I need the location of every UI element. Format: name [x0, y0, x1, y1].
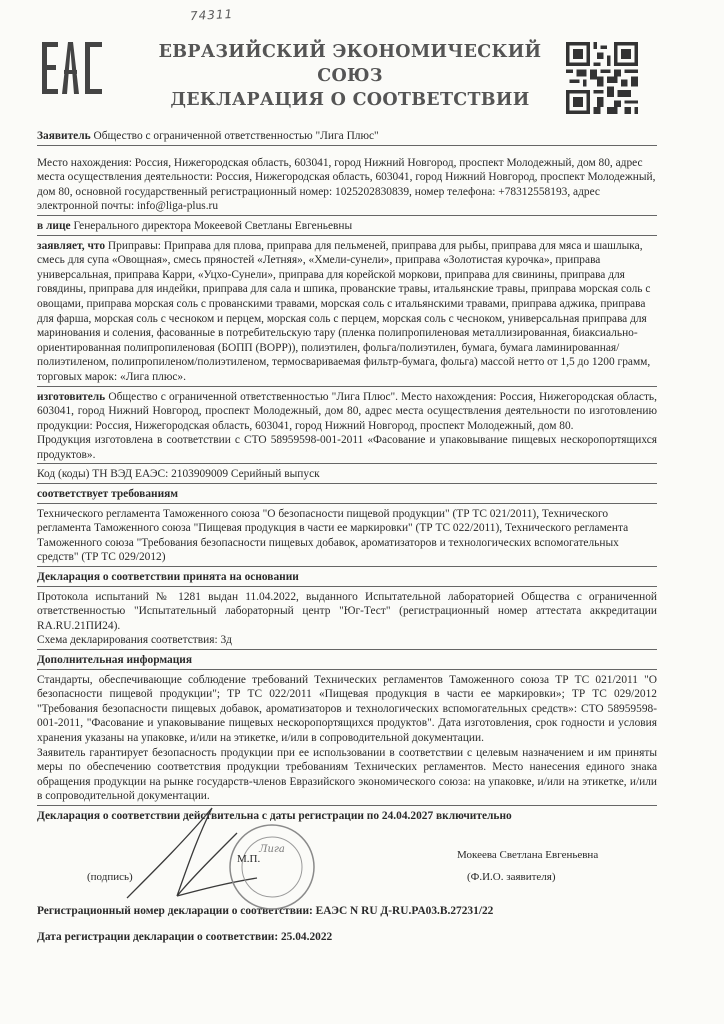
- basis-label-section: [37, 570, 657, 587]
- header-declaration-title: ДЕКЛАРАЦИЯ О СООТВЕТСТВИИ: [170, 90, 530, 110]
- signatory-name: Мокеева Светлана Евгеньевна: [457, 848, 599, 861]
- validity-text: Декларация о соответствии действительна с даты регистрации по 24.04.2027 включительно: [37, 809, 512, 822]
- document-header: [140, 40, 560, 112]
- signatory-caption: (Ф.И.О. заявителя): [467, 870, 556, 883]
- applicant-name: Общество с ограниченной ответственностью "Лига Плюс": [93, 130, 379, 142]
- basis-section: [37, 590, 657, 650]
- svg-text:Лига: Лига: [259, 843, 285, 855]
- standards-text: Стандарты, обеспечивающие соблюдение требований Технических регламентов Таможенного союза ТР ТС 021/2011 "О безопасности пищевой продукции"; ТР ТС 022/2011 «Пищевая продукция в части ее маркировки»; ТР ТС 029/2012 "Требования безопасности пищевых добавок, ароматизаторов и технологических вспомогательных средств»: СТО 58959598-001-2011, "Фасование и упаковывание пищевых нескоропортящихся продуктов". Дата изготовления, срок годности и условия хранения указаны на упаковке, и/или на этикетке, и/или в сопроводительной документации.: [37, 673, 657, 744]
- qr-code: [566, 42, 638, 114]
- regulations-text: Технического регламента Таможенного союза "О безопасности пищевой продукции" (ТР ТС 021/2011), Технического регламента Таможенного союза "Пищевая продукция в части ее маркировки" (ТР ТС 022/2011), Технического регламента Таможенного союза "Требования безопасности пищевых добавок, ароматизаторов и технологических вспомогательных средств" (ТР ТС 029/2012): [37, 507, 629, 564]
- additional-label-section: [37, 653, 657, 670]
- handwritten-number: 74311: [189, 6, 234, 24]
- eac-logo: [40, 38, 104, 98]
- manufacturer-label: изготовитель: [37, 390, 106, 403]
- header-union-title: ЕВРАЗИЙСКИЙ ЭКОНОМИЧЕСКИЙ СОЮЗ: [158, 42, 542, 86]
- representative-section: [37, 219, 657, 236]
- production-standard: Продукция изготовлена в соответствии с СТО 58959598-001-2011 «Фасование и упаковывание пищевых нескоропортящихся продуктов».: [37, 434, 657, 461]
- signature-caption: (подпись): [87, 870, 133, 883]
- registration-number: Регистрационный номер декларации о соответствии: ЕАЭС N RU Д-RU.PA03.B.27231/22: [37, 904, 494, 917]
- basis-label: Декларация о соответствии принята на основании: [37, 571, 299, 584]
- declares-label: заявляет, что: [37, 239, 106, 252]
- additional-section: [37, 673, 657, 806]
- signature-row: [37, 828, 657, 886]
- declares-section: [37, 239, 657, 387]
- applicant-address: Место нахождения: Россия, Нижегородская область, 603041, город Нижний Новгород, проспект Молодежный, дом 80, адрес места осуществления деятельности: Россия, Нижегородская область, 603041, город Нижний Новгород, проспект Молодежный, дом 80, основной государственный регистрационный номер: 1025202830839, номер телефона: +78312558193, адрес электронной почты: info@liga-plus.ru: [37, 156, 656, 213]
- declaration-body: [37, 129, 657, 945]
- registration-date: Дата регистрации декларации о соответствии: 25.04.2022: [37, 931, 333, 944]
- stamp-place-label: М.П.: [237, 852, 261, 865]
- declaration-scheme: Схема декларирования соответствия: 3д: [37, 634, 232, 647]
- test-protocol: Протокола испытаний № 1281 выдан 11.04.2022, выданного Испытательной лабораторией Общества с ограниченной ответственностью "Испытательный лабораторный центр "Юг-Тест" (регистрационный номер аттестата аккредитации RA.RU.21ПИ24).: [37, 590, 657, 632]
- complies-label-section: [37, 487, 657, 504]
- company-stamp: [227, 822, 317, 912]
- manufacturer-section: [37, 390, 657, 465]
- regulations-section: [37, 507, 657, 567]
- complies-label: соответствует требованиям: [37, 488, 179, 501]
- customs-code-section: [37, 467, 657, 484]
- additional-label: Дополнительная информация: [37, 654, 193, 666]
- customs-code: Код (коды) ТН ВЭД ЕАЭС: 2103909009 Серийный выпуск: [37, 468, 320, 481]
- applicant-details: [37, 156, 657, 216]
- manufacturer-text: Общество с ограниченной ответственностью "Лига Плюс". Место нахождения: Россия, Нижегородская область, 603041, город Нижний Новгород, проспект Молодежный, дом 80, адрес места осуществления деятельности по изготовлению продукции: Россия, Нижегородская область, 603041, город Нижний Новгород, проспект Молодежный, дом 80.: [37, 390, 657, 432]
- guarantee-text: Заявитель гарантирует безопасность продукции при ее использовании в соответствии с целевым назначением и им приняты меры по обеспечению соответствия продукции требованиям Технических регламентов. Место нанесения единого знака обращения продукции на рынке государств-членов Евразийского экономического союза: на упаковке, и/или на этикетке, и/или в сопроводительной документации.: [37, 746, 657, 803]
- representative-name: Генерального директора Мокеевой Светланы Евгеньевны: [73, 219, 353, 232]
- applicant-section: [37, 129, 657, 146]
- product-description: Приправы: Приправа для плова, приправа для пельменей, приправа для рыбы, приправа для мяса и шашлыка, смесь для супа «Овощная», смесь пряностей «Летняя», «Хмели-сунели», приправа «Золотистая курочка», приправа универсальная, приправа Карри, «Уцхо-Сунели», приправа для корейской моркови, приправа для свинины, приправа для говядины, приправа для индейки, приправа для сала и шпика, прованские травы, итальянские травы, приправа морская соль с овощами, приправа морская соль с прованскими травами, морская соль с итальянскими травами, приправа аджика, приправа для фарша, морская соль с чесноком и перцем, морская соль с перцем, морская соль с чесноком, универсальная приправа для маринования и соления, фасованные в потребительскую тару (пленка полипропиленовая металлизированная, биаксиально-ориентированная полипропиленовая (БОПП (ВОРР)), полиэтилен, фольга/полиэтилен, бумага, бумага ламинированная/полиэтиленом, полипропиленом/полиэтиленом, термосвариваемая фильтр-бумага, фольга) массой нетто от 1,5 до 1200 грамм, торговых марок: «Лига плюс».: [37, 239, 651, 383]
- applicant-label: Заявитель: [37, 130, 91, 142]
- representative-label: в лице: [37, 219, 71, 232]
